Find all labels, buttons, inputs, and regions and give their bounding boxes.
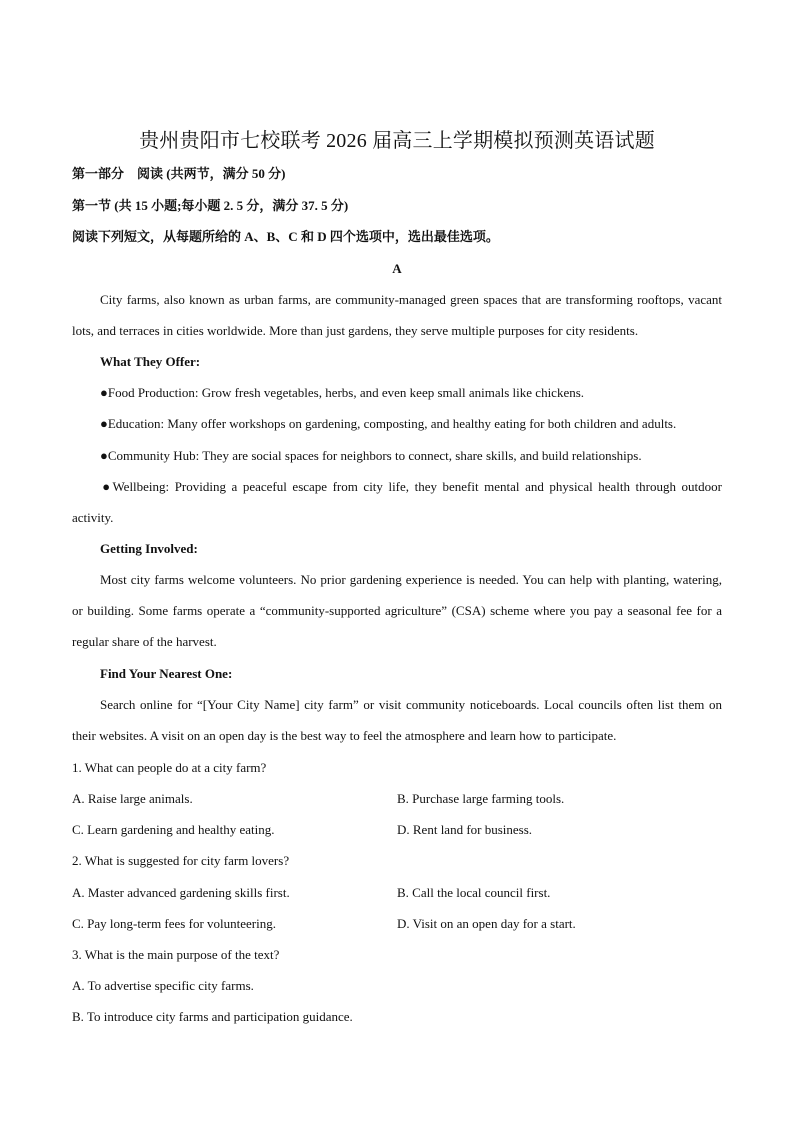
instruction-text: 阅读下列短文，从每题所给的 A、B、C 和 D 四个选项中，选出最佳选项。 [72, 229, 499, 244]
find-paragraph [72, 689, 722, 751]
question-1-option-d: D. Rent land for business. [397, 822, 533, 837]
involved-text: Most city farms welcome volunteers. No prior gardening experience is needed. You can help with planting, watering, or building. Some farms operate a “community-supported agriculture” (CSA) scheme where you pay a seasonal fee for a regular share of the harvest. [72, 572, 722, 649]
bullet-education: ●Education: Many offer workshops on gardening, composting, and healthy eating for both children and adults. [100, 416, 677, 431]
bullet-food: ●Food Production: Grow fresh vegetables, herbs, and even keep small animals like chickens. [100, 385, 585, 400]
question-1-option-c: C. Learn gardening and healthy eating. [72, 822, 275, 837]
intro-text: City farms, also known as urban farms, are community-managed green spaces that are transforming rooftops, vacant lots, and terraces in cities worldwide. More than just gardens, they serve multiple purposes for city residents. [72, 292, 722, 338]
question-2-option-b: B. Call the local council first. [397, 885, 551, 900]
question-1-option-b: B. Purchase large farming tools. [397, 791, 565, 806]
question-2-option-d: D. Visit on an open day for a start. [397, 916, 576, 931]
involved-paragraph [72, 564, 722, 657]
question-1-stem: 1. What can people do at a city farm? [72, 760, 267, 775]
offer-heading: What They Offer: [100, 354, 201, 369]
bullet-community: ●Community Hub: They are social spaces for neighbors to connect, share skills, and build relationships. [100, 448, 642, 463]
find-heading: Find Your Nearest One: [100, 666, 233, 681]
question-3-option-a: A. To advertise specific city farms. [72, 978, 254, 993]
find-text: Search online for “[Your City Name] city farm” or visit community noticeboards. Local councils often list them on their websites. A visit on an open day is the best way to feel the atmosphere and learn how to participate. [72, 697, 722, 743]
question-2-option-a: A. Master advanced gardening skills first. [72, 885, 290, 900]
question-3-option-b: B. To introduce city farms and participation guidance. [72, 1009, 353, 1024]
question-2-stem: 2. What is suggested for city farm lovers? [72, 853, 290, 868]
question-2-option-c: C. Pay long-term fees for volunteering. [72, 916, 276, 931]
intro-paragraph [72, 284, 722, 346]
section-heading: 第一节 (共 15 小题;每小题 2. 5 分，满分 37. 5 分) [72, 198, 349, 213]
question-3-stem: 3. What is the main purpose of the text? [72, 947, 280, 962]
involved-heading: Getting Involved: [100, 541, 198, 556]
bullet-wellbeing [72, 471, 722, 533]
question-1-option-a: A. Raise large animals. [72, 791, 193, 806]
part-heading: 第一部分 阅读 (共两节，满分 50 分) [72, 166, 286, 181]
passage-label: A [392, 261, 402, 276]
page-title: 贵州贵阳市七校联考 2026 届高三上学期模拟预测英语试题 [139, 130, 655, 152]
bullet-wellbeing-text: ●Wellbeing: Providing a peaceful escape from city life, they benefit mental and physical health through outdoor activity. [72, 479, 722, 525]
